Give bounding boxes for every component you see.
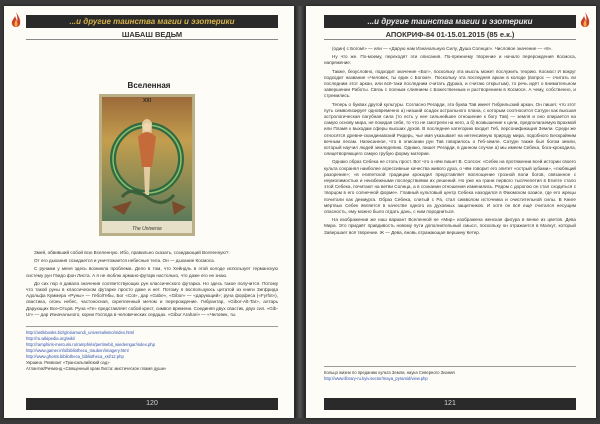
running-header <box>324 15 576 28</box>
running-header <box>26 15 278 28</box>
header-text: ...и другие таинства магии и эзотерики <box>367 17 533 26</box>
card-caption: The Universe <box>132 226 162 232</box>
footnote-text: Атлантик/Ричмонд «Священный храм Листа: мистическое пламя души» <box>26 366 167 371</box>
body-text <box>26 250 278 322</box>
footnote-link[interactable]: http://www.gamer.info/bibliotheca_trauben/imagery.html <box>26 348 129 353</box>
footnotes <box>26 326 278 372</box>
paragraph: (один) с Богом!» — или — «Дарую нам Изначальную Силу, Душа Солнца!». Числовое значение — «8». <box>332 46 553 51</box>
footnote-link[interactable]: http://ru.wikipedia.org/wiki/ <box>26 336 76 341</box>
issue-title: АПОКРИФ-84 01-15.01.2015 (85 е.к.) <box>324 30 576 40</box>
paragraph: На изображении же наш вариант Вселенной не «Мир» изображена женская фигура в венке из цветов. Дева Мира. Это придаёт правдивость новому пути дополнительный смысл, поскольку он отражается в Малкут, который Завершает всё творение. Ж — Дева, вновь отражающая вершину Кетер. <box>324 217 576 235</box>
left-page <box>4 6 294 418</box>
flame-icon <box>579 11 591 31</box>
footnote-text: Кольцо жизни по преданию культа Земли, наука Северного Знания <box>324 370 455 375</box>
paragraph: Однако образ Себека не столь прост. Вот что о нём пишет В. Солсон: «Себек на протяжении всей истории своего культа сохранял наиболее агрессивные качества живого духа, о чём говорит его эпитет «острый зубами», «любящий разорение»; «в египетской традиции крокодил представляет воплощение грозной воли богов, связанное с неумолимостью и неизбежными последствиями их решений. Но уже на грани первого тысячелетия в Египте стало этой Себека, почитают на ветви Солнца, а в сознании отношения изменились. Рядом с дорогою он стал сходиться с творцом в его солнечной форме». Главный культовый центр Себека находился в Фаюмском оазисе, где его жрецы почитали как демиурга. Образ Себека, слитый с Ра, стал символом источника и очистительной силы. В Книге мёртвых Себек является в качестве одного из духовных защитников. И хотя он всё ещё считался несущим опасность, ему можно было отдать дань, с ним породниться. <box>324 159 576 215</box>
paragraph: С рунами у меня здесь возникла проблема. Дело в том, что Хейндль в этой колоде использует германскую систему рун Гвидо фон Листа. А я не люблю армано-футарк настолько, что даже его не знаю. <box>26 266 278 278</box>
body-text <box>324 46 576 352</box>
paragraph: До сих пор я давала значения соответствующих рун классического футарка. Но здесь такое получится. Потому что такой руны в классическом футарке просто даже и нет. Потому я воспользуюсь цитатой из книги Зигфрида Адольфа Куммера «Руны» — Гебо/Гебы, Бог «Cot», дар «Gabe», «Gibor» — «дарующий»; руна форфеса («Fyrfot»), свастика, огонь небес, частоносная, скрепленный мечом и перерождение. Гибрантар, «Gibor-Alt-Tar», алтарь Дарующих Все-Отцов. Руна «Ге» представляет собой крест, символ времени. Соединяя двух свастик, двух сил. «Gib-Ur» — дар Изначального, корни Господа в человеческих сердцах. «Gibur Arahari» — «Человек, ты <box>26 280 278 317</box>
tarot-card-image <box>99 94 195 236</box>
section-title: ШАБАШ ВЕДЬМ <box>26 30 278 40</box>
page-number: 120 <box>146 400 158 407</box>
footnote-link[interactable]: http://ramphiris-mercuris.ru/ramphiris/pertinebit_wiedemgar/index.php <box>26 342 155 347</box>
footnote-link[interactable]: http://antikbooks.biz/gloriamundi_universalismo/index.html <box>26 330 134 335</box>
paragraph: Ну что же. По-моему, переходят эти описания. По-прежнему творение и начало перерождения Космоса, напряжение. <box>324 54 576 66</box>
footnote-text: Украина. Реквизит «Трансальпийский сад» <box>26 360 110 365</box>
header-text: ...и другие таинства магии и эзотерики <box>69 17 235 26</box>
right-page <box>306 6 596 418</box>
page-footer <box>26 398 278 410</box>
footnote-link[interactable]: http://www.ghosts.bibliotheca_bibliotheca_xsl/12.php <box>26 354 124 359</box>
card-numeral: XXI <box>142 98 152 104</box>
page-number: 121 <box>444 400 456 407</box>
footnotes <box>324 366 576 382</box>
paragraph: От его дыхания созидается и уничтожается небесные тела. Он — дыхание Космоса. <box>34 258 215 264</box>
footnote-link[interactable]: http://www.library-ru.kyiv.sector/maya_pyramid/view.php <box>324 376 428 381</box>
tarot-card-illustration <box>102 97 192 233</box>
flame-icon <box>10 11 22 31</box>
paragraph: Также, безусловно, подходит значение «Бог», поскольку эта мысль может послужить теорию. Космос! И вокруг подходит название «Человек, ты един с Богом!». Поскольку эта последняя аркан в колоде (вопрос — считать ли последним этот аркан, или всё-таки последним считать Дурака, и считаю открытым), то речь идёт о внимательном завершении Работы. Связь с полным слиянием с Божественным и растворением в Космосе. А чему, собственно, и стремились. <box>324 68 576 99</box>
book-spine <box>295 6 305 418</box>
paragraph: Теперь о буквах другой культуры. Согласно Регарди, эта буква Тав имеет Гибрильский аркан. Он пишет, что этот путь символизирует одновременно а) низший осадок астрального плана, с которым соотносится Сатурн как высшая астрологическая пагубная сила (то есть у нее сильнейшее отношение к богу Тав) — земля и оно опирается на самую основу мира, не покидая себя, то что не смотрели на него, а б) возвышение к цели, предполагаемую Брахмой или Пламя к выходам сферы высших духов. В последнее категорию входит Геб, персонификация Земли. Среди же относятся древне-скандинавский Ридерь, чье имя указывает на интенсивную природу мира, подобного Бескрайним вечным лесам. Написанное, что в описании рун Тав говорилось о Геб-земле. Сатурн также был богом земли, который научил людей земледелию. Однако, пишет Регарди, в данном случае а) мы имеем Себека, бога-крокодила, олицетворяющего самую грубую форму материи. <box>324 101 576 157</box>
paragraph: Змей, обвивший собой всю Вселенную. Ибо, правильно сказать, созидающий Вселенную?. <box>34 250 230 255</box>
page-footer <box>324 398 576 410</box>
card-title: Вселенная <box>127 81 171 90</box>
